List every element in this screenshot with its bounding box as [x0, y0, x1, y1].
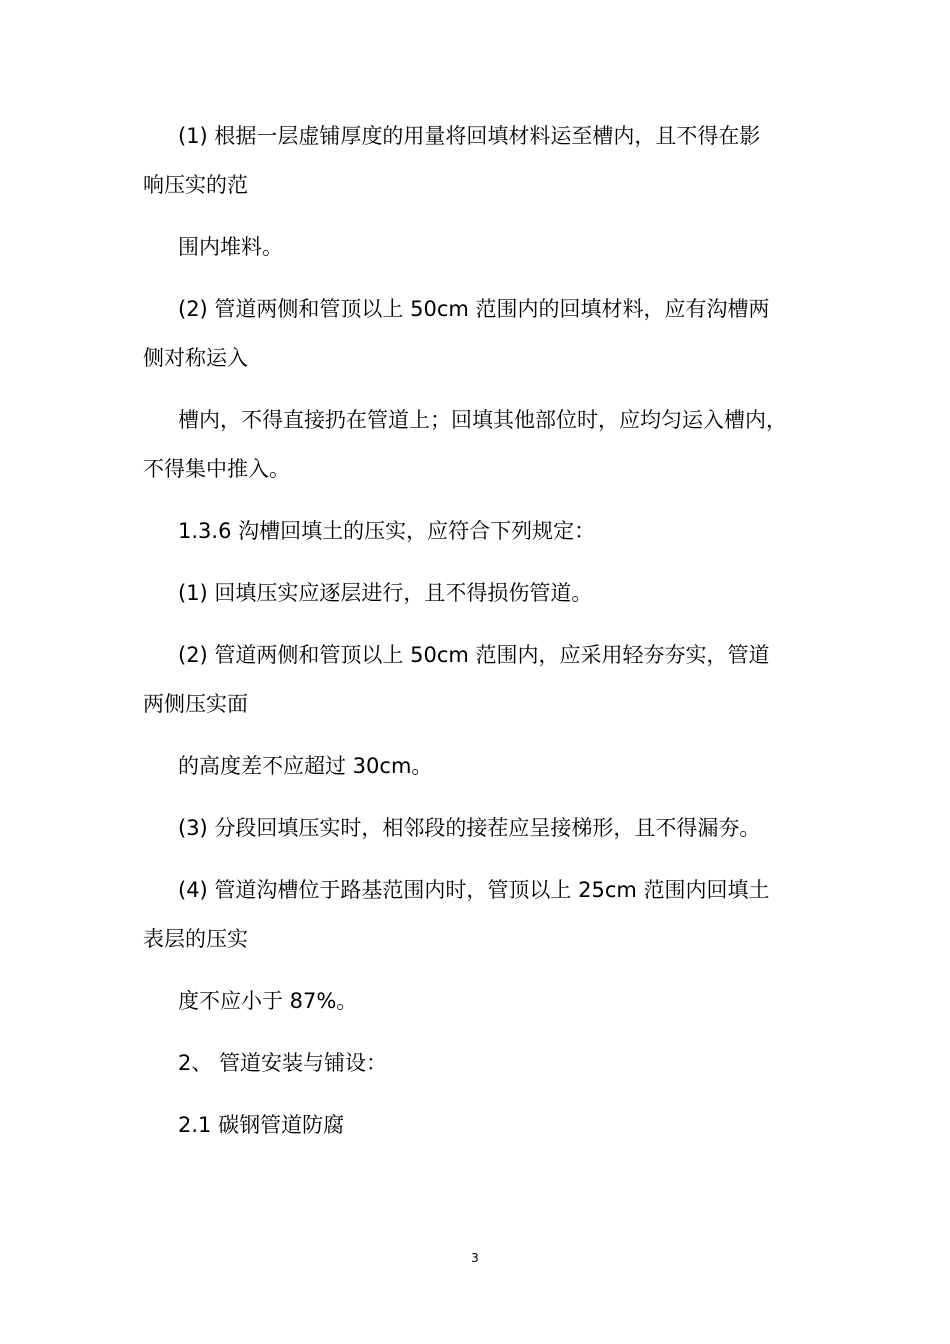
- paragraph-line: (4) 管道沟槽位于路基范围内时，管顶以上 25cm 范围内回填土: [178, 878, 770, 902]
- paragraph-6: [143, 569, 813, 618]
- paragraph-line: (2) 管道两侧和管顶以上 50cm 范围内，应采用轻夯夯实，管道: [178, 643, 770, 667]
- paragraph-line: (3) 分段回填压实时，相邻段的接茬应呈接梯形，且不得漏夯。: [178, 816, 761, 840]
- paragraph-13: [143, 1101, 813, 1150]
- paragraph-line: (2) 管道两侧和管顶以上 50cm 范围内的回填材料，应有沟槽两: [178, 297, 770, 321]
- paragraph-line: 侧对称运入: [143, 346, 248, 370]
- paragraph-line: 围内堆料。: [178, 235, 283, 259]
- paragraph-10: [143, 866, 813, 964]
- paragraph-1: [143, 112, 813, 210]
- paragraph-line: 的高度差不应超过 30cm。: [178, 754, 433, 778]
- paragraph-line: 1.3.6 沟槽回填土的压实，应符合下列规定：: [178, 519, 596, 543]
- paragraph-line: 响压实的范: [143, 173, 248, 197]
- paragraph-line: 表层的压实: [143, 927, 248, 951]
- paragraph-line: 两侧压实面: [143, 692, 248, 716]
- paragraph-9: [143, 804, 813, 853]
- paragraph-2: [143, 223, 813, 272]
- paragraph-line: (1) 回填压实应逐层进行，且不得损伤管道。: [178, 581, 593, 605]
- paragraph-5: [143, 507, 813, 556]
- paragraph-line: 槽内，不得直接扔在管道上；回填其他部位时，应均匀运入槽内，: [178, 408, 787, 432]
- paragraph-11: [143, 977, 813, 1026]
- paragraph-4: [143, 396, 813, 494]
- paragraph-7: [143, 631, 813, 729]
- paragraph-line: 不得集中推入。: [143, 457, 290, 481]
- page-number: 3: [471, 1251, 479, 1265]
- document-body: [143, 112, 813, 1163]
- paragraph-8: [143, 742, 813, 791]
- paragraph-line: 度不应小于 87%。: [178, 989, 358, 1013]
- paragraph-12: [143, 1039, 813, 1088]
- paragraph-line: (1) 根据一层虚铺厚度的用量将回填材料运至槽内，且不得在影: [178, 124, 761, 148]
- paragraph-line: 2.1 碳钢管道防腐: [178, 1113, 345, 1137]
- paragraph-3: [143, 285, 813, 383]
- paragraph-line: 2、 管道安装与铺设：: [178, 1051, 388, 1075]
